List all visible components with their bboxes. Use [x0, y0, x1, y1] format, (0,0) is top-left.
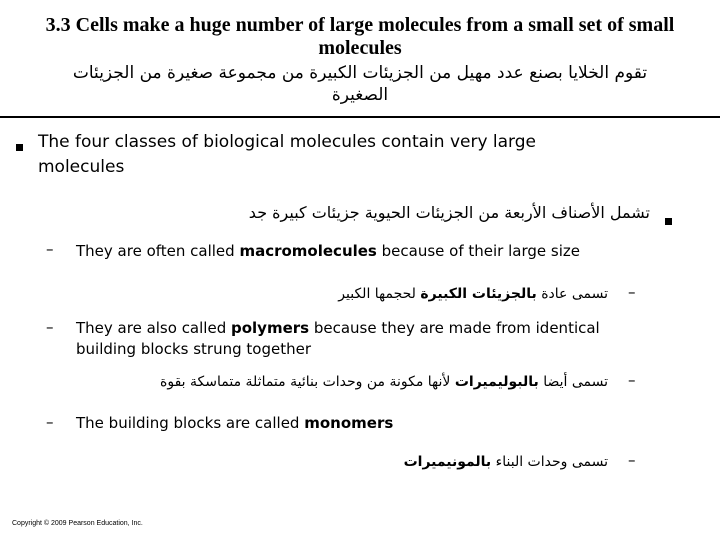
- dash-marker: –: [46, 318, 54, 336]
- sub1-en-text-end: because of their large size: [376, 242, 580, 260]
- square-bullet-icon: [665, 218, 672, 225]
- main-point-en-line1: The four classes of biological molecules contain very large: [38, 132, 536, 152]
- sub2-ar: [160, 372, 608, 392]
- sub1-ar: [338, 284, 608, 304]
- sub2-en-line1: [76, 318, 600, 338]
- main-point-en-line2: molecules: [38, 157, 125, 177]
- copyright-footer: Copyright © 2009 Pearson Education, Inc.: [12, 520, 143, 527]
- title-english: 3.3 Cells make a huge number of large molecules from a small set of small molecules: [45, 14, 675, 59]
- sub1-ar-term: بالجزيئات الكبيرة: [420, 286, 537, 302]
- dash-marker: –: [628, 283, 636, 301]
- sub3-en: [76, 413, 393, 433]
- sub1-en: [76, 241, 580, 261]
- slide-title: [0, 14, 720, 106]
- sub3-ar: [404, 452, 608, 472]
- sub1-ar-text: تسمى عادة: [536, 286, 608, 302]
- sub1-en-text: They are often called: [76, 242, 240, 260]
- title-divider: [0, 116, 720, 118]
- main-bullet-marker: [16, 136, 23, 155]
- sub2-ar-text-end: لأنها مكونة من وحدات بنائية متماثلة متماسكة بقوة: [160, 374, 455, 390]
- sub2-ar-text: تسمى أيضا: [538, 374, 608, 390]
- sub2-en-line2: building blocks strung together: [76, 340, 311, 358]
- dash-marker: –: [46, 240, 54, 258]
- sub3-ar-term: بالمونيميرات: [403, 454, 492, 470]
- dash-marker: –: [628, 451, 636, 469]
- main-bullet-ar-marker: [665, 210, 672, 229]
- sub1-en-term: macromolecules: [239, 242, 377, 260]
- sub2-ar-term: بالبوليميرات: [454, 374, 539, 390]
- main-point-ar: تشمل الأصناف الأربعة من الجزيئات الحيوية جزيئات كبيرة جد: [248, 203, 650, 222]
- sub1-ar-text-end: لحجمها الكبير: [338, 286, 421, 302]
- sub2-en-term: polymers: [230, 319, 310, 337]
- dash-marker: –: [46, 413, 54, 431]
- sub3-ar-text: تسمى وحدات البناء: [491, 454, 608, 470]
- dash-marker: –: [628, 371, 636, 389]
- square-bullet-icon: [16, 144, 23, 151]
- sub2-en-text: They are also called: [76, 319, 231, 337]
- sub3-en-text: The building blocks are called: [76, 414, 305, 432]
- title-arabic: تقوم الخلايا بصنع عدد مهيل من الجزيئات الكبيرة من مجموعة صغيرة من الجزيئات الصغيرة: [72, 63, 648, 105]
- sub3-en-term: monomers: [304, 414, 394, 432]
- sub2-en-text-end: because they are made from identical: [309, 319, 600, 337]
